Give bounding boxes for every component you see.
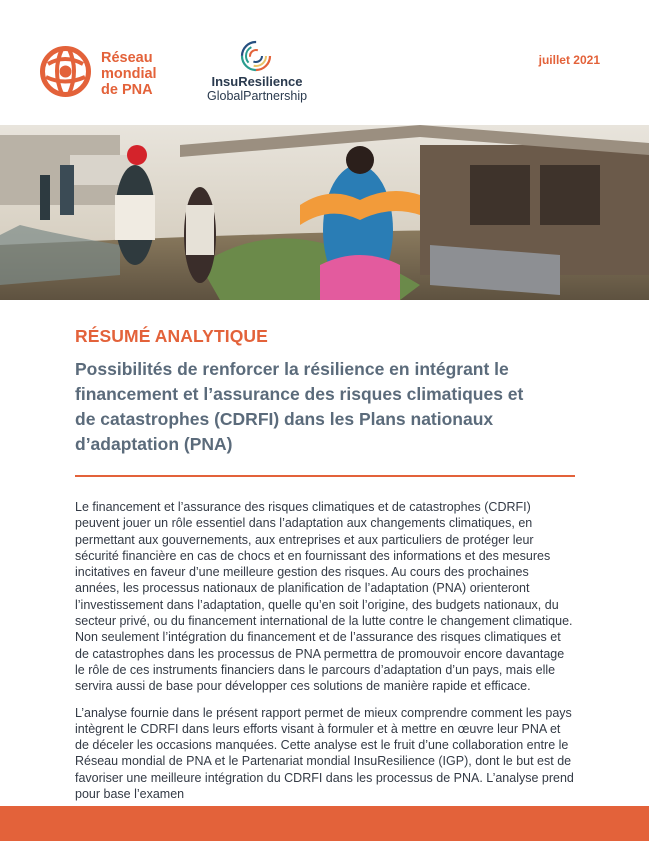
footer-bar — [0, 806, 649, 841]
nap-network-wordmark — [101, 50, 157, 98]
document-title: Possibilités de renforcer la résilience en intégrant le financement et l’assurance des risques climatiques et de catastrophes (CDRFI) dans les Plans nationaux d’adaptation (PNA) — [75, 359, 524, 454]
insuresilience-swirl-icon — [240, 40, 272, 72]
publication-date: juillet 2021 — [538, 53, 600, 67]
section-kicker: RÉSUMÉ ANALYTIQUE — [75, 326, 268, 346]
insuresilience-wordmark — [207, 74, 307, 104]
nap-network-globe-icon — [38, 44, 93, 99]
title-divider — [75, 475, 575, 477]
wordmark-line-1: Réseau — [101, 50, 153, 66]
paragraph: L’analyse fournie dans le présent rapport permet de mieux comprendre comment les pays intègrent le CDRFI dans leurs efforts visant à formuler et à mettre en œuvre leur PNA et de déceler les occasions manquées. Cette analyse est le fruit d’une collaboration entre le Réseau mondial de PNA et le Partenariat mondial InsuResilience (IGP), dont le but est de favoriser une meilleure intégration du CDRFI dans les processus de PNA. L’analyse prend pour base l’examen — [75, 705, 574, 802]
igp-line-1: InsuResilience — [211, 74, 303, 89]
page-header — [0, 0, 649, 125]
igp-line-2: GlobalPartnership — [207, 89, 308, 103]
wordmark-line-3: de PNA — [101, 82, 153, 98]
main-content — [75, 326, 575, 812]
paragraph: Le financement et l’assurance des risques climatiques et de catastrophes (CDRFI) peuvent jouer un rôle essentiel dans l’adaptation aux changements climatiques, en permettant aux gouvernements, aux entreprises et aux particuliers de protéger leur sécurité financière en cas de chocs et en fournissant des informations et des mesures incitatives en faveur d’une meilleure gestion des risques. Au cours des prochaines années, les processus nationaux de planification de l’adaptation (PNA) orienteront l’investissement dans l’adaptation, quelle qu’en soit l’origine, des budgets nationaux, du secteur privé, ou du financement international de la lutte contre le changement climatique. Non seulement l’intégration du financement et de l’assurance des risques climatiques et de catastrophes dans les processus de PNA permettra de promouvoir encore davantage le rôle de ces instruments financiers dans le parcours d’adaptation d’un pays, mais elle servira aussi de base pour développer ces solutions de manière rapide et efficace. — [75, 500, 573, 694]
cover-photo — [0, 125, 649, 300]
body-text — [75, 499, 575, 802]
wordmark-line-2: mondial — [101, 66, 157, 82]
